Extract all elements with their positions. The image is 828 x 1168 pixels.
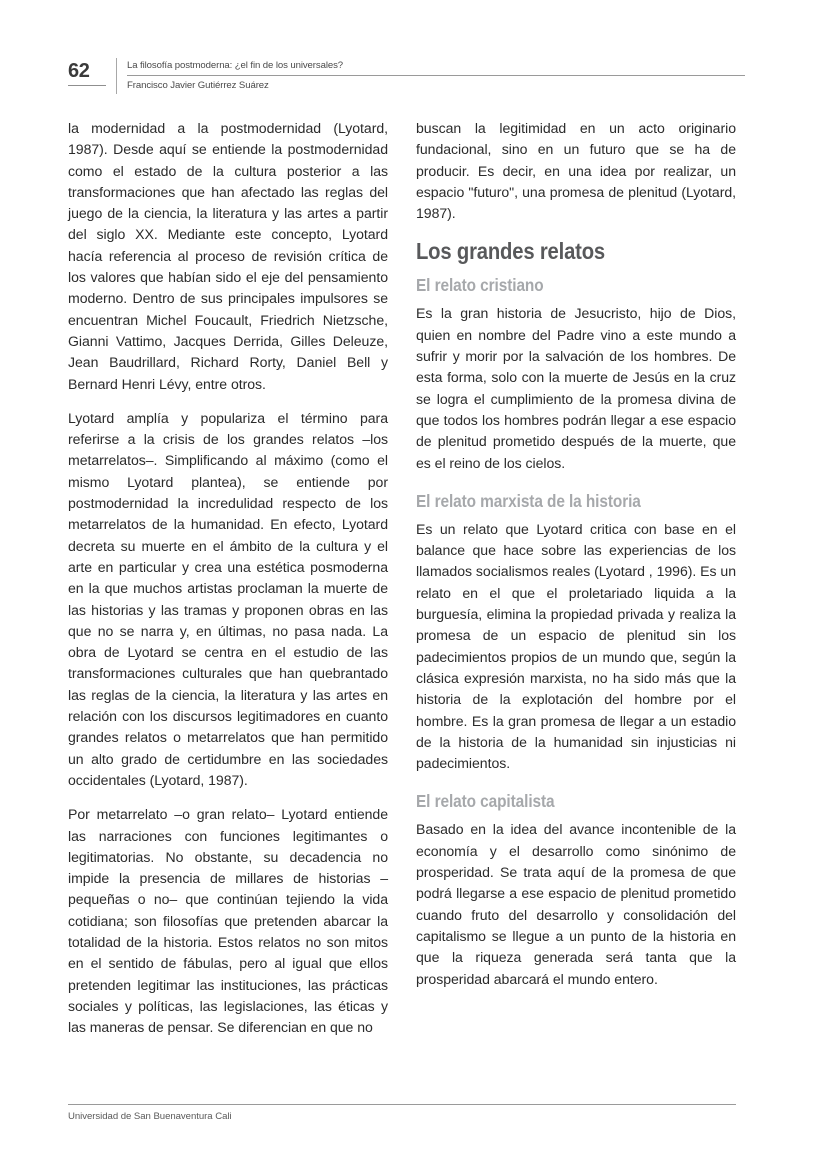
paragraph: Basado en la idea del avance incontenible de la economía y el desarrollo como sinónimo de prosperidad. Se trata aquí de la promesa de que podrá llegarse a ese espacio de plenitud prometido cuando fruto del desarrollo y consolidación del capitalismo se llegue a un punto de la historia en que la riqueza generada será tanta que la prosperidad abarcará el mundo entero.: [416, 821, 736, 987]
sub-heading-el-relato-marxista: El relato marxista de la historia: [416, 490, 641, 511]
paragraph: Es la gran historia de Jesucristo, hijo de Dios, quien en nombre del Padre vino a este mundo a sufrir y morir por la salvación de los hombres. De esta forma, solo con la muerte de Jesús en la cruz se logra el cumplimiento de la promesa divina de que todos los hombres podrán llegar a ese espacio de plenitud prometido después de la muerte, que es el reino de los cielos.: [416, 305, 736, 471]
header-vertical-divider: [116, 58, 117, 94]
running-head: [68, 58, 736, 102]
paragraph: Lyotard amplía y populariza el término para referirse a la crisis de los grandes relatos –los metarrelatos–. Simplificando al máximo (como el mismo Lyotard plantea), se entiende por postmodernidad la incredulidad respecto de los metarrelatos de la humanidad. En efecto, Lyotard decreta su muerte en el ámbito de la cultura y el arte en particular y crea una estética posmoderna en la que muchos artistas proclaman la muerte de las historias y las tramas y proponen obras en las que no se narra y, en últimas, no pasa nada. La obra de Lyotard se centra en el estudio de las transformaciones culturales que han quebrantado las reglas de la ciencia, la literatura y las artes en relación con los discursos legitimadores en cuanto grandes relatos o metarrelatos que han permitido un alto grado de certidumbre en las sociedades occidentales (Lyotard, 1987).: [68, 409, 388, 788]
paragraph: Por metarrelato –o gran relato– Lyotard entiende las narraciones con funciones legitimantes o legitimatorias. No obstante, su decadencia no impide la presencia de millares de historias –pequeñas o no– que continúan tejiendo la vida cotidiana; son filosofías que pretenden abarcar la totalidad de la historia. Estos relatos no son mitos en el sentido de fábulas, pero al igual que ellos pretenden legitimar las instituciones, las prácticas sociales y políticas, las legislaciones, las éticas y las maneras de pensar. Se diferencian en que no: [68, 806, 388, 1036]
page-number: 62: [68, 60, 90, 82]
section-heading-los-grandes-relatos: Los grandes relatos: [416, 238, 606, 265]
paragraph: Es un relato que Lyotard critica con base en el balance que hace sobre las experiencias de los llamados socialismos reales (Lyotard , 1996). Es un relato en el que el proletariado liquida a la burguesía, elimina la propiedad privada y realiza la promesa de un espacio de plenitud sin los padecimientos propios de un mundo que, según la clásica expresión marxista, no ha sido más que la historia de la explotación del hombre por el hombre. Es la gran promesa de llegar a un estadio de la historia de la humanidad sin injusticias ni padecimientos.: [416, 520, 736, 772]
body-columns: [68, 118, 736, 1083]
sub-heading-el-relato-cristiano: El relato cristiano: [416, 275, 544, 296]
paragraph: la modernidad a la postmodernidad (Lyotard, 1987). Desde aquí se entiende la postmodernidad como el estado de la cultura posterior a las transformaciones que han afectado las reglas del juego de la ciencia, la literatura y las artes a partir del siglo XX. Mediante este concepto, Lyotard hacía referencia al proceso de revisión crítica de los valores que habían sido el eje del pensamiento moderno. Dentro de sus principales impulsores se encuentran Michel Foucault, Friedrich Nietzsche, Gianni Vattimo, Jacques Derrida, Gilles Deleuze, Jean Baudrillard, Richard Rorty, Daniel Bell y Bernard Henri Lévy, entre otros.: [68, 120, 388, 392]
article-title: La filosofía postmoderna: ¿el fin de los universales?: [127, 60, 344, 71]
paragraph: buscan la legitimidad en un acto originario fundacional, sino en un futuro que se ha de producir. Es decir, en una idea por realizar, un espacio "futuro", una promesa de plenitud (Lyotard, 1987).: [416, 120, 736, 222]
header-title-group: [127, 58, 736, 73]
footer-rule: [68, 1104, 736, 1105]
article-author: Francisco Javier Gutiérrez Suárez: [127, 80, 269, 91]
sub-heading-el-relato-capitalista: El relato capitalista: [416, 791, 555, 812]
right-column: [416, 118, 736, 1083]
footer-institution: Universidad de San Buenaventura Cali: [68, 1111, 232, 1122]
left-column: [68, 118, 388, 1083]
page-number-rule: [68, 85, 106, 86]
header-horizontal-rule: [127, 75, 745, 76]
